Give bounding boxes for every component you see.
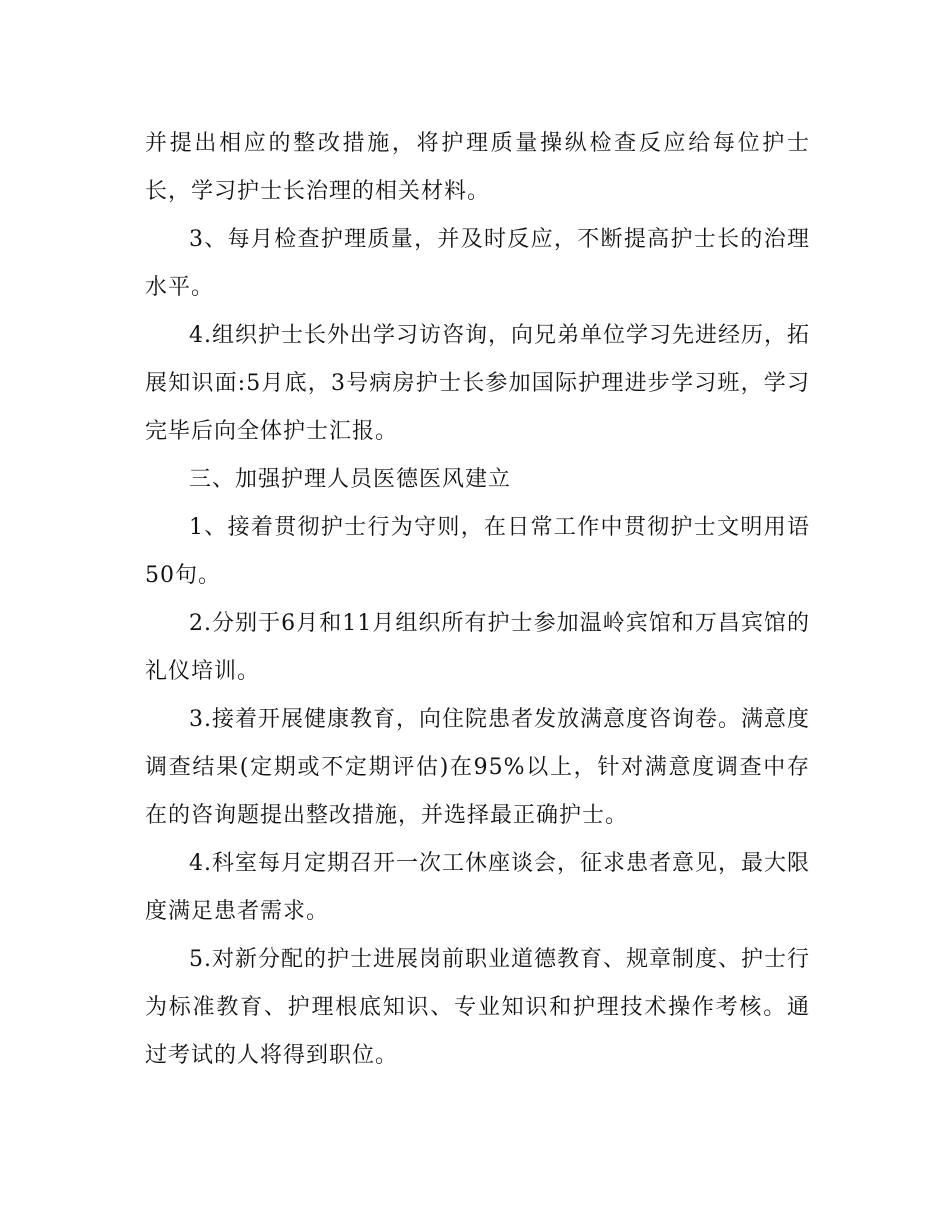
- paragraph-7: 3.接着开展健康教育，向住院患者发放满意度咨询卷。满意度调查结果(定期或不定期评估)在95%以上，针对满意度调查中存在的咨询题提出整改措施，并选择最正确护士。: [145, 707, 810, 828]
- section-heading: 三、加强护理人员医德医风建立: [189, 467, 512, 492]
- paragraph-2: 3、每月检查护理质量，并及时反应，不断提高护士长的治理水平。: [145, 227, 810, 300]
- paragraph-8: 4.科室每月定期召开一次工休座谈会，征求患者意见，最大限度满足患者需求。: [145, 851, 810, 924]
- paragraph-6: 2.分别于6月和11月组织所有护士参加温岭宾馆和万昌宾馆的礼仪培训。: [145, 611, 810, 684]
- paragraph-3: 4.组织护士长外出学习访咨询，向兄弟单位学习先进经历，拓展知识面:5月底，3号病房护士长参加国际护理进步学习班，学习完毕后向全体护士汇报。: [145, 323, 810, 444]
- paragraph-1: 并提出相应的整改措施，将护理质量操纵检查反应给每位护士长，学习护士长治理的相关材料。: [145, 131, 810, 204]
- document-body: [145, 120, 810, 1080]
- paragraph-5: 1、接着贯彻护士行为守则，在日常工作中贯彻护士文明用语50句。: [145, 515, 810, 588]
- paragraph-9: 5.对新分配的护士进展岗前职业道德教育、规章制度、护士行为标准教育、护理根底知识、专业知识和护理技术操作考核。通过考试的人将得到职位。: [145, 947, 810, 1068]
